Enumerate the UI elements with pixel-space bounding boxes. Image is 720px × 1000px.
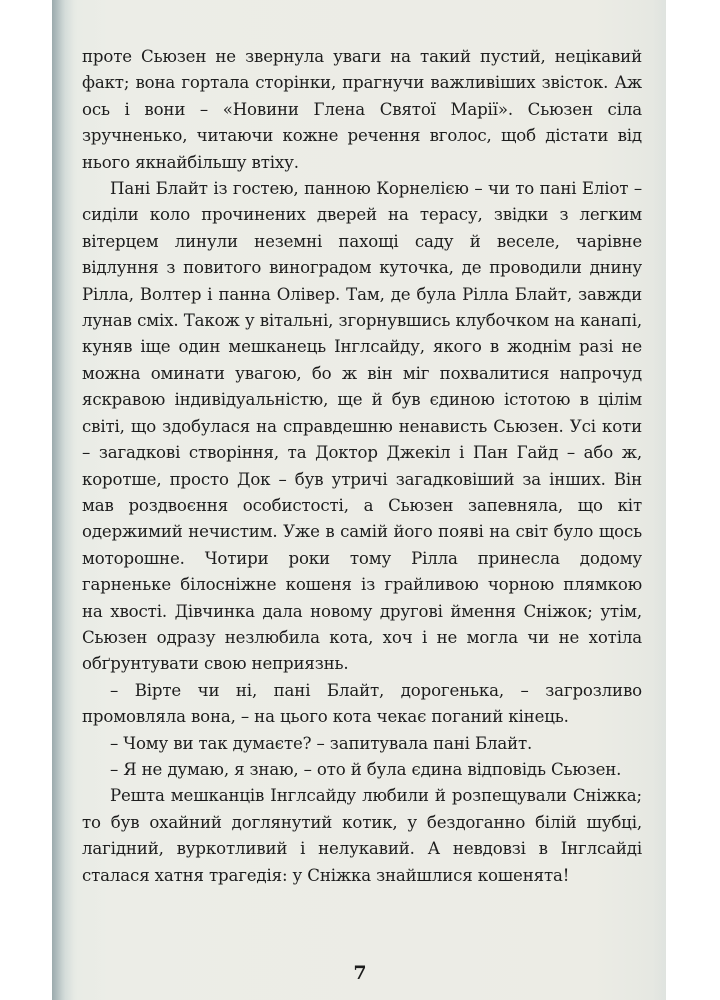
page-number: 7 [353, 962, 367, 984]
paragraph-kittens: Решта мешканців Інглсайду любили й розпещували Сніжка; то був охайний доглянутий котик, у бездоганно білій шубці, лагідний, вуркотливий і нелукавий. А невдовзі в Інглсайді сталася хатня трагедія: у Сніжка знайшлися кошенята! [82, 786, 642, 885]
dialogue-susan-warning: – Вірте чи ні, пані Блайт, дорогенька, – загрозливо промовляла вона, – на цього кота чекає поганий кінець. [82, 680, 642, 727]
binding-gutter-shadow [52, 0, 74, 1000]
paragraph-tea-on-terrace: Пані Блайт із гостею, панною Корнелією – чи то пані Еліот – сиділи коло прочинених дверей на терасу, звідки з легким вітерцем линули неземні пахощі саду й веселе, чарівне відлуння з повитого виноградом куточка, де проводили днину Рілла, Волтер і панна Олівер. Там, де була Рілла Блайт, завжди лунав сміх. Також у вітальні, згорнувшись клубочком на канапі, куняв іще один мешканець Інглсайду, якого в жоднім разі не можна оминати увагою, бо ж він міг похвалитися напрочуд яскравою індивідуальністю, ще й був єдиною істотою в цілім світі, що здобулася на справдешню ненависть Сьюзен. Усі коти – загадкові створіння, та Доктор Джекіл і Пан Гайд – або ж, коротше, просто Док – був утричі загадковіший за інших. Він мав роздвоєння особистості, а Сьюзен запевняла, що кіт одержимий нечистим. Уже в самій його появі на світ було щось моторошне. Чотири роки тому Рілла принесла додому гарненьке білосніжне кошеня із грайливою чорною плямкою на хвості. Дівчинка дала новому другові ймення Сніжок; утім, Сьюзен одразу незлюбила кота, хоч і не могла чи не хотіла обґрунтувати свою неприязнь. [82, 179, 642, 674]
body-text [82, 44, 642, 889]
dialogue-susan-answer: – Я не думаю, я знаю, – ото й була єдина відповідь Сьюзен. [110, 759, 622, 779]
paragraph-continuation: проте Сьюзен не звернула уваги на такий пустий, нецікавий факт; вона гортала сторінки, прагнучи важливіших звісток. Аж ось і вони – «Новини Глена Святої Марії». Сьюзен сіла зручненько, читаючи кожне речення вголос, щоб дістати від нього якнайбільшу втіху. [82, 47, 642, 172]
dialogue-mrs-blythe-question: – Чому ви так думаєте? – запитувала пані Блайт. [110, 733, 533, 753]
